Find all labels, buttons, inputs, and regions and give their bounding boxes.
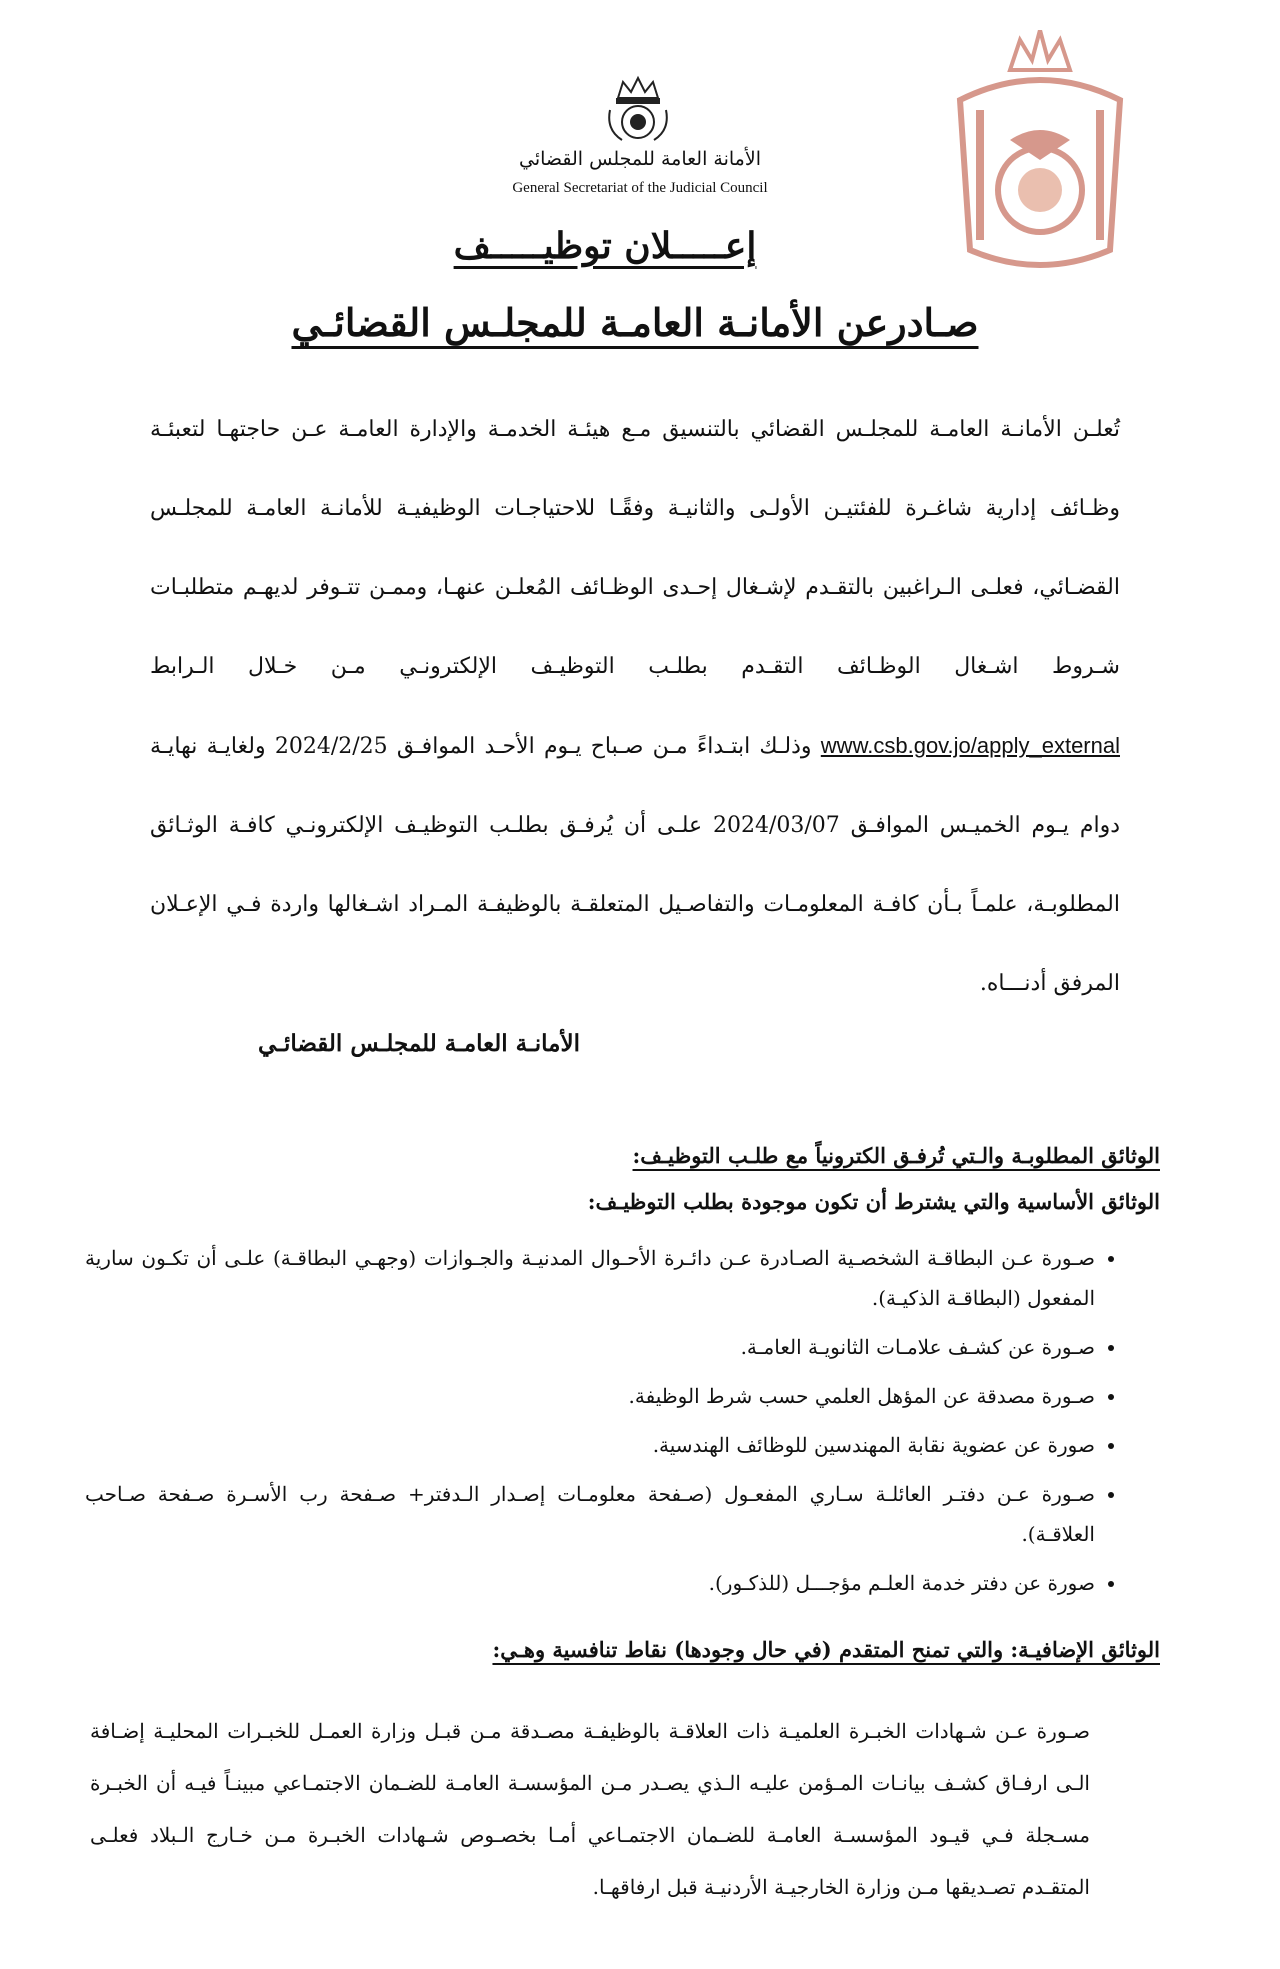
announcement-title: إعـــــلان توظيـــــف xyxy=(453,225,757,267)
required-docs-heading: الوثائق المطلوبـة والـتي تُرفـق الكترونياً مع طلـب التوظيـف: xyxy=(632,1143,1160,1168)
announcement-subtitle: صـادرعن الأمانـة العامـة للمجلـس القضائـي xyxy=(291,300,979,345)
list-item: • صـورة مصدقة عن المؤهل العلمي حسب شرط الوظيفة. xyxy=(85,1376,1095,1416)
body-text-part2: وذلـك ابتـداءً مـن صـباح يـوم الأحـد الموافـق 2024/2/25 ولغايـة نهايـة دوام يـوم الخميـس الموافـق 2024/03/07 علـى أن يُرفـق بطلـب التوظيـف الإلكترونـي كافـة الوثـائق المطلوبـة، علمـاً بـأن كافـة المعلومـات والتفاصـيل المتعلقـة بالوظيفـة المـراد اشـغالها واردة فـي الإعـلان المرفق أدنـــاه. xyxy=(150,734,1121,996)
list-item: • صورة عن عضوية نقابة المهندسين للوظائف الهندسية. xyxy=(85,1425,1095,1465)
additional-docs-text: صـورة عـن شـهادات الخبـرة العلميـة ذات العلاقـة بالوظيفـة مصـدقة مـن قبـل وزارة العمـل للخبـرات المحليـة إضـافة الـى ارفـاق كشـف بيانـات المـؤمن عليـه الـذي يصـدر مـن المؤسسـة العامـة للضـمان الاجتمـاعي مبينـاً فيـه أن الخبـرة مسـجلة فـي قيـود المؤسسـة العامـة للضـمان الاجتمـاعي أمـا بخصـوص شـهادات الخبـرة مـن خـارج الـبلاد فعلـى المتقـدم تصـديقها مـن وزارة الخارجيـة الأردنيـة قبل ارفاقهـا. xyxy=(90,1719,1090,1899)
list-item: • صورة عن دفتر خدمة العلـم مؤجـــل (للذكـور). xyxy=(85,1563,1095,1603)
list-item: • صـورة عن كشـف علامـات الثانويـة العامـة. xyxy=(85,1327,1095,1367)
required-docs-list xyxy=(85,1238,1129,1612)
signature-block: الأمانـة العامـة للمجلـس القضائـي xyxy=(258,1030,580,1057)
announcement-body xyxy=(150,390,1120,1023)
org-name-arabic: الأمانة العامة للمجلس القضائي xyxy=(519,148,761,170)
basic-docs-heading: الوثائق الأساسية والتي يشترط أن تكون موجودة بطلب التوظيـف: xyxy=(587,1189,1160,1214)
org-name-english: General Secretariat of the Judicial Council xyxy=(512,180,768,196)
judicial-council-emblem-icon xyxy=(598,70,678,150)
apply-link[interactable]: www.csb.gov.jo/apply_external xyxy=(820,733,1120,758)
additional-docs-heading: الوثائق الإضافيـة: والتي تمنح المتقدم (في حال وجودها) نقاط تنافسية وهـي: xyxy=(492,1637,1160,1662)
body-text-part1: تُعلـن الأمانـة العامـة للمجلـس القضائي بالتنسيق مـع هيئـة الخدمـة والإدارة العامـة عـن حاجتهـا لتعبئـة وظـائف إدارية شاغـرة للفئتيـن الأولـى والثانيـة وفقًـا للاحتياجـات الوظيفيـة للأمانـة العامـة للمجلـس القضـائي، فعلـى الـراغبين بالتقـدم لإشـغال إحـدى الوظـائف المُعلـن عنهـا، وممـن تتـوفر لديهـم متطلبـات شـروط اشـغال الوظـائف التقـدم بطلـب التوظيـف الإلكترونـي مـن خـلال الـرابط xyxy=(150,417,1120,679)
list-item: • صـورة عـن البطاقـة الشخصـية الصـادرة عـن دائـرة الأحـوال المدنيـة والجـوازات (وجهـي البطاقـة) علـى أن تكـون سارية المفعول (البطاقـة الذكيـة). xyxy=(85,1238,1095,1318)
list-item: • صـورة عـن دفتـر العائلـة سـاري المفعـول (صـفحة معلومـات إصـدار الـدفتر+ صـفحة رب الأسـرة صـفحة صـاحب العلاقـة). xyxy=(85,1474,1095,1554)
coat-of-arms-icon xyxy=(940,30,1140,290)
